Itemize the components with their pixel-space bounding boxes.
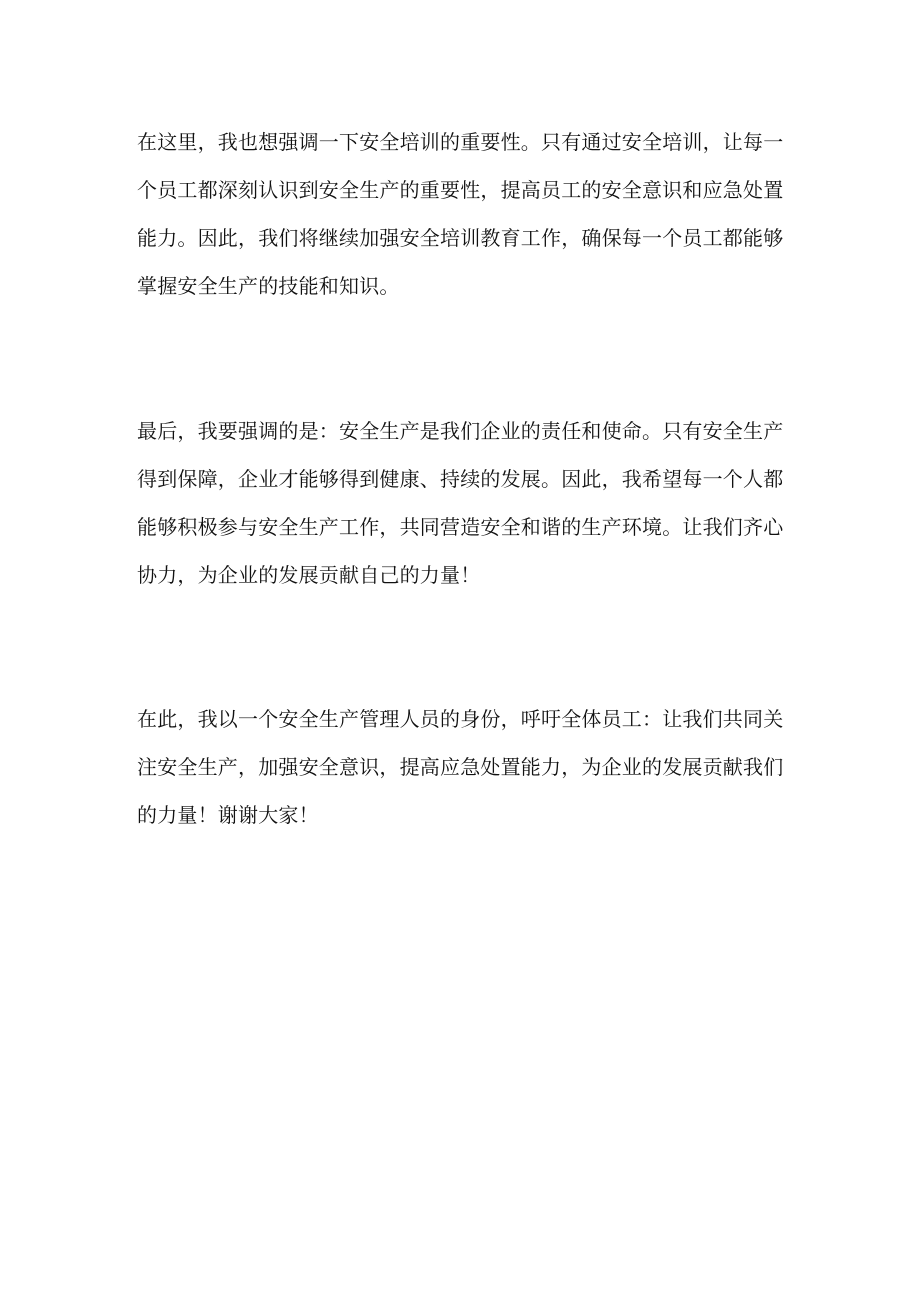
paragraph-line: 能够积极参与安全生产工作，共同营造安全和谐的生产环境。让我们齐心 bbox=[137, 515, 784, 539]
paragraph-line: 注安全生产，加强安全意识，提高应急处置能力，为企业的发展贡献我们 bbox=[137, 755, 784, 779]
paragraph-line: 个员工都深刻认识到安全生产的重要性，提高员工的安全意识和应急处置 bbox=[137, 178, 784, 202]
paragraph-line: 得到保障，企业才能够得到健康、持续的发展。因此，我希望每一个人都 bbox=[137, 467, 784, 491]
paragraph-closing-appeal bbox=[137, 695, 787, 839]
paragraph-line: 在这里，我也想强调一下安全培训的重要性。只有通过安全培训，让每一 bbox=[137, 130, 784, 154]
paragraph-line: 能力。因此，我们将继续加强安全培训教育工作，确保每一个员工都能够 bbox=[137, 226, 784, 250]
paragraph-line: 最后，我要强调的是：安全生产是我们企业的责任和使命。只有安全生产 bbox=[137, 419, 784, 443]
paragraph-line: 的力量！谢谢大家！ bbox=[137, 803, 319, 827]
paragraph-line: 掌握安全生产的技能和知识。 bbox=[137, 274, 400, 298]
paragraph-line: 在此，我以一个安全生产管理人员的身份，呼吁全体员工：让我们共同关 bbox=[137, 707, 784, 731]
paragraph-responsibility bbox=[137, 407, 787, 599]
paragraph-line: 协力，为企业的发展贡献自己的力量！ bbox=[137, 563, 481, 587]
paragraph-safety-training bbox=[137, 118, 787, 310]
